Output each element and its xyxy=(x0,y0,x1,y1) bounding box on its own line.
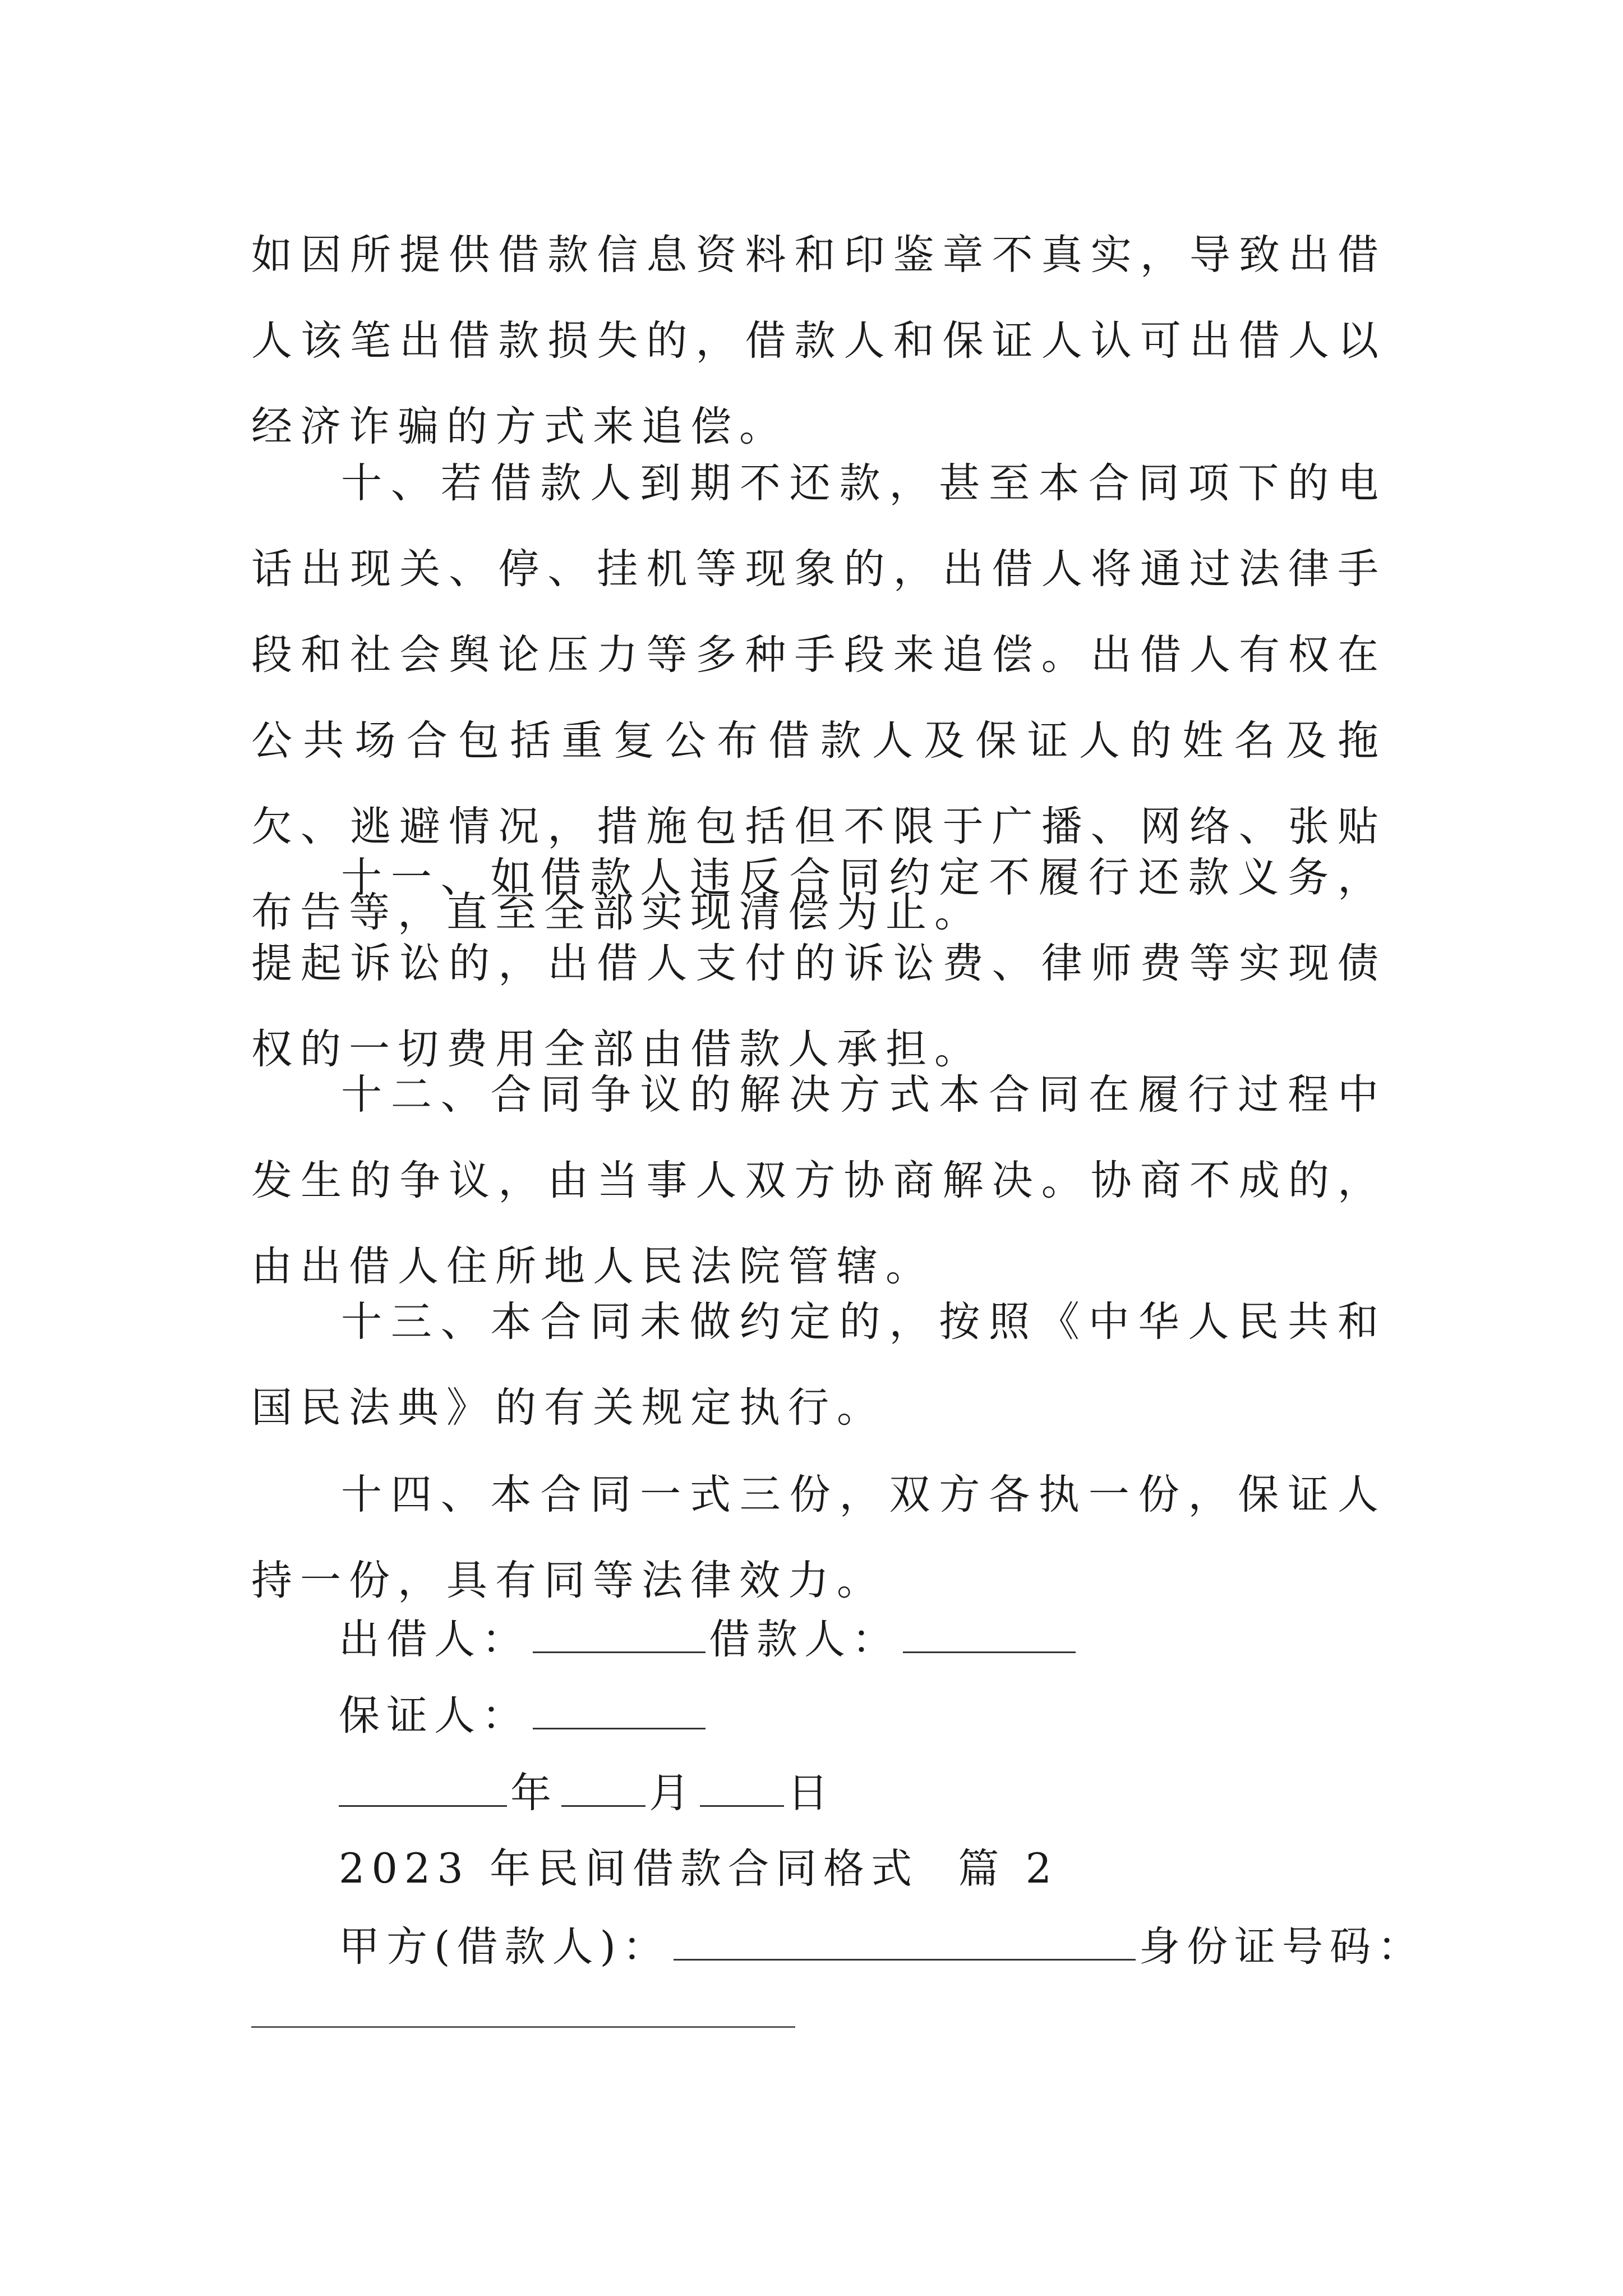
paragraph-clause-10: 十、若借款人到期不还款，甚至本合同项下的电话出现关、停、挂机等现象的，出借人将通过法律手段和社会舆论压力等多种手段来追偿。出借人有权在公共场合包括重复公布借款人及保证人的姓名及拖欠、逃避情况，措施包括但不限于广播、网络、张贴布告等，直至全部实现清偿为止。 xyxy=(251,459,1386,936)
guarantor-blank xyxy=(533,1687,706,1729)
day-blank xyxy=(700,1765,784,1807)
signature-line-guarantor xyxy=(339,1687,709,1744)
guarantor-label: 保证人： xyxy=(339,1692,529,1740)
id-number-blank xyxy=(251,2026,795,2028)
year-blank xyxy=(339,1765,507,1807)
paragraph-clause-11: 十一、如借款人违反合同约定不履行还款义务，提起诉讼的，出借人支付的诉讼费、律师费等实现债权的一切费用全部由借款人承担。 xyxy=(251,854,1386,1073)
borrower-label: 借款人： xyxy=(709,1616,900,1663)
year-label: 年 xyxy=(510,1769,558,1817)
month-label: 月 xyxy=(649,1769,697,1817)
paragraph-clause-12: 十二、合同争议的解决方式本合同在履行过程中发生的争议，由当事人双方协商解决。协商不成的，由出借人住所地人民法院管辖。 xyxy=(251,1071,1386,1290)
day-label: 日 xyxy=(787,1769,835,1817)
party-a-label: 甲方(借款人)： xyxy=(339,1923,670,1971)
signature-line-date xyxy=(339,1765,835,1821)
borrower-blank xyxy=(903,1611,1076,1653)
lender-label: 出借人： xyxy=(339,1616,529,1663)
signature-line-parties xyxy=(339,1611,1079,1668)
party-a-line xyxy=(339,1918,1425,1975)
month-blank xyxy=(561,1765,645,1807)
id-number-label: 身份证号码： xyxy=(1138,1923,1425,1971)
paragraph-fraud-clause: 如因所提供借款信息资料和印鉴章不真实，导致出借人该笔出借款损失的，借款人和保证人认可出借人以经济诈骗的方式来追偿。 xyxy=(251,231,1386,450)
lender-blank xyxy=(533,1611,706,1653)
party-a-blank xyxy=(674,1918,1136,1961)
paragraph-clause-13: 十三、本合同未做约定的，按照《中华人民共和国民法典》的有关规定执行。 xyxy=(251,1298,1386,1432)
paragraph-clause-14: 十四、本合同一式三份，双方各执一份，保证人持一份，具有同等法律效力。 xyxy=(251,1471,1386,1604)
section-heading: 2023 年民间借款合同格式 篇 2 xyxy=(339,1845,1059,1893)
